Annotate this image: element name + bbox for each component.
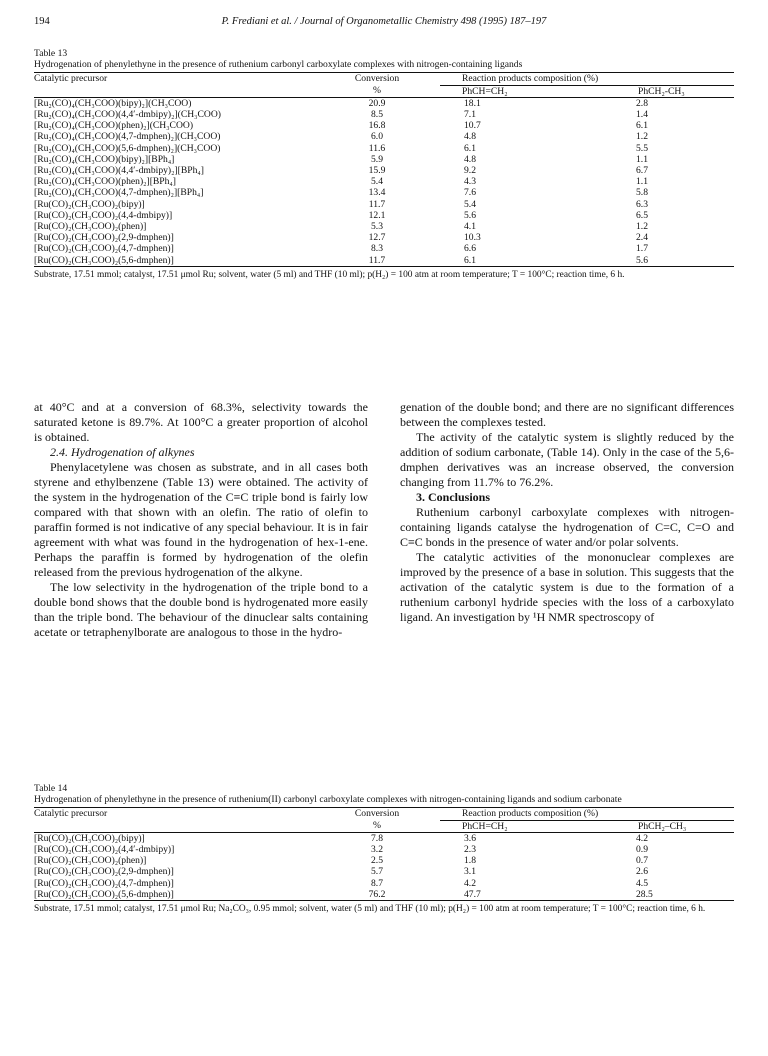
cell-ethylbenzene: 1.4 <box>636 109 648 121</box>
cell-precursor: [Ru₂(CO)₄(CH₃COO)(phen)₂][BPh₄] <box>34 176 176 188</box>
cell-conversion: 15.9 <box>368 165 386 177</box>
cell-styrene: 4.2 <box>464 877 476 889</box>
section-heading-3: 3. Conclusions <box>416 490 491 504</box>
cell-ethylbenzene: 0.7 <box>636 855 648 867</box>
table-row <box>34 154 734 165</box>
table-14-label: Table 14 <box>34 783 68 794</box>
cell-conversion: 11.7 <box>368 198 386 210</box>
col-header-products: Reaction products composition (%) <box>440 73 734 85</box>
table-row <box>34 878 734 889</box>
cell-ethylbenzene: 5.5 <box>636 142 648 154</box>
table-13-grid <box>34 72 734 266</box>
table-row <box>34 832 734 844</box>
cell-styrene: 1.8 <box>464 855 476 867</box>
paragraph: The low selectivity in the hydrogenation of the triple bond to a double bond shows that the double bond is hydrogenated more easily than the triple bond. The behaviour of the dinuclear salts containing acetate or tetraphenylborate are analogous to those in the hydro- <box>34 580 368 639</box>
cell-conversion: 5.9 <box>371 153 383 165</box>
cell-precursor: [Ru(CO)₂(CH₃COO)₂(4,4-dmbipy)] <box>34 209 173 221</box>
cell-styrene: 6.6 <box>464 243 476 255</box>
cell-precursor: [Ru(CO)₂(CH₃COO)₂(5,6-dmphen)] <box>34 888 174 900</box>
left-column <box>34 400 368 640</box>
cell-ethylbenzene: 6.1 <box>636 120 648 132</box>
cell-ethylbenzene: 1.1 <box>636 153 648 165</box>
cell-ethylbenzene: 1.1 <box>636 176 648 188</box>
cell-conversion: 5.3 <box>371 221 383 233</box>
cell-precursor: [Ru(CO)₂(CH₃COO)₂(4,4′-dmbipy)] <box>34 844 175 856</box>
table-row <box>34 109 734 120</box>
cell-conversion: 2.5 <box>371 855 383 867</box>
table-row <box>34 199 734 210</box>
cell-styrene: 3.1 <box>464 866 476 878</box>
cell-precursor: [Ru(CO)₂(CH₃COO)₂(2,9-dmphen)] <box>34 866 174 878</box>
cell-styrene: 4.8 <box>464 131 476 143</box>
cell-conversion: 7.8 <box>371 832 383 844</box>
cell-conversion: 13.4 <box>368 187 386 199</box>
cell-precursor: [Ru₂(CO)₄(CH₃COO)(5,6-dmphen)₂](CH₃COO) <box>34 142 221 154</box>
cell-ethylbenzene: 2.8 <box>636 97 648 109</box>
cell-precursor: [Ru₂(CO)₄(CH₃COO)(4,4′-dmbipy)₂][BPh₄] <box>34 165 204 177</box>
right-column <box>400 400 734 625</box>
cell-precursor: [Ru₂(CO)₄(CH₃COO)(4,4′-dmbipy)₂](CH₃COO) <box>34 109 221 121</box>
cell-styrene: 5.6 <box>464 209 476 221</box>
table-row <box>34 165 734 176</box>
paragraph: The activity of the catalytic system is slightly reduced by the addition of sodium carbonate, (Table 14). Only in the case of the 5,6-dmphen derivatives was an increase observed, the conversion changing from 11.7% to 76.2%. <box>400 430 734 489</box>
paragraph: genation of the double bond; and there are no significant differences between the complexes tested. <box>400 400 734 429</box>
cell-precursor: [Ru(CO)₂(CH₃COO)₂(4,7-dmphen)] <box>34 877 174 889</box>
table-14-caption: Hydrogenation of phenylethyne in the presence of ruthenium(II) carbonyl carboxylate complexes with nitrogen-containing ligands and sodium carbonate <box>34 794 622 806</box>
col-header-conversion: Conversion <box>354 73 400 85</box>
cell-ethylbenzene: 5.8 <box>636 187 648 199</box>
col-header-precursor: Catalytic precursor <box>34 808 108 820</box>
table-14-footnote: Substrate, 17.51 mmol; catalyst, 17.51 μmol Ru; Na₂CO₃, 0.95 mmol; solvent, water (5 ml) and THF (10 ml); p(H₂) = 100 atm at room temperature; T = 100°C; reaction time, 6 h. <box>34 904 706 915</box>
table-row <box>34 176 734 187</box>
cell-conversion: 6.0 <box>371 131 383 143</box>
table-row <box>34 243 734 254</box>
cell-precursor: [Ru₂(CO)₄(CH₃COO)(phen)₂](CH₃COO) <box>34 120 194 132</box>
paragraph: Ruthenium carbonyl carboxylate complexes with nitrogen-containing ligands catalyse the hydrogenation of C=C, C=O and C≡C bonds in the presence of water and/or polar solvents. <box>400 505 734 549</box>
cell-styrene: 6.1 <box>464 254 476 266</box>
cell-styrene: 18.1 <box>464 97 481 109</box>
cell-precursor: [Ru(CO)₂(CH₃COO)₂(5,6-dmphen)] <box>34 254 174 266</box>
cell-precursor: [Ru₂(CO)₄(CH₃COO)(4,7-dmphen)₂](CH₃COO) <box>34 131 221 143</box>
cell-conversion: 11.7 <box>368 254 386 266</box>
table-13-body <box>34 97 734 266</box>
cell-styrene: 4.3 <box>464 176 476 188</box>
cell-precursor: [Ru₂(CO)₄(CH₃COO)(4,7-dmphen)₂][BPh₄] <box>34 187 204 199</box>
col-header-products: Reaction products composition (%) <box>440 808 734 820</box>
cell-ethylbenzene: 6.3 <box>636 198 648 210</box>
cell-ethylbenzene: 4.2 <box>636 832 648 844</box>
cell-precursor: [Ru₂(CO)₄(CH₃COO)(bipy)₂](CH₃COO) <box>34 97 192 109</box>
cell-conversion: 8.7 <box>371 877 383 889</box>
cell-styrene: 7.6 <box>464 187 476 199</box>
cell-precursor: [Ru(CO)₂(CH₃COO)₂(4,7-dmphen)] <box>34 243 174 255</box>
table-row <box>34 131 734 142</box>
page-header <box>34 16 734 32</box>
table-row <box>34 143 734 154</box>
cell-conversion: 8.3 <box>371 243 383 255</box>
table-row <box>34 120 734 131</box>
paragraph: The catalytic activities of the mononuclear complexes are improved by the presence of a base in solution. This suggests that the activation of the catalytic system is due to the formation of a ruthenium carbonyl hydride species with the loss of a carboxylato ligand. An investigation by ¹H NMR spectroscopy of <box>400 550 734 624</box>
cell-ethylbenzene: 28.5 <box>636 888 653 900</box>
table-13-caption: Hydrogenation of phenylethyne in the presence of ruthenium carbonyl carboxylate complexes with nitrogen-containing ligands <box>34 59 523 71</box>
table-13-label: Table 13 <box>34 48 68 59</box>
cell-conversion: 5.4 <box>371 176 383 188</box>
table-row <box>34 255 734 267</box>
cell-ethylbenzene: 2.4 <box>636 232 648 244</box>
table-13 <box>34 48 734 281</box>
cell-styrene: 10.3 <box>464 232 481 244</box>
table-row <box>34 232 734 243</box>
cell-styrene: 2.3 <box>464 844 476 856</box>
paragraph: at 40°C and at a conversion of 68.3%, selectivity towards the saturated ketone is 89.7%. At 100°C a greater proportion of alcohol is obtained. <box>34 400 368 444</box>
cell-styrene: 6.1 <box>464 142 476 154</box>
cell-ethylbenzene: 1.2 <box>636 131 648 143</box>
paragraph: Phenylacetylene was chosen as substrate, and in all cases both styrene and ethylbenzene (Table 13) were obtained. The activity of the system in the hydrogenation of the C≡C triple bond is fairly low compared with that shown with an olefin. The ratio of olefin to paraffin formed is not indicative of any special behaviour. It is in fair agreement with what was found in the hydrogenation of hex-1-ene. Perhaps the paraffin is formed by hydrogenation of the olefin released from the previous hydrogenation of the alkyne. <box>34 460 368 579</box>
cell-ethylbenzene: 1.2 <box>636 221 648 233</box>
col-header-ethylbenzene: PhCH₂-CH₃ <box>638 85 685 97</box>
table-14 <box>34 783 734 915</box>
table-13-footnote: Substrate, 17.51 mmol; catalyst, 17.51 μmol Ru; solvent, water (5 ml) and THF (10 ml); p(H₂) = 100 atm at room temperature; T = 100°C; reaction time, 6 h. <box>34 269 625 280</box>
col-header-conversion: Conversion <box>354 808 400 820</box>
cell-conversion: 12.7 <box>368 232 386 244</box>
cell-conversion: 76.2 <box>368 888 386 900</box>
col-header-ethylbenzene: PhCH₂–CH₃ <box>638 820 687 832</box>
cell-styrene: 9.2 <box>464 165 476 177</box>
col-header-precursor: Catalytic precursor <box>34 73 108 85</box>
cell-ethylbenzene: 0.9 <box>636 844 648 856</box>
cell-precursor: [Ru(CO)₂(CH₃COO)₂(phen)] <box>34 855 147 867</box>
section-heading-2-4: 2.4. Hydrogenation of alkynes <box>50 445 195 459</box>
cell-conversion: 11.6 <box>368 142 386 154</box>
cell-precursor: [Ru(CO)₂(CH₃COO)₂(2,9-dmphen)] <box>34 232 174 244</box>
col-header-conversion-unit: % <box>373 85 381 97</box>
cell-styrene: 7.1 <box>464 109 476 121</box>
cell-conversion: 3.2 <box>371 844 383 856</box>
cell-ethylbenzene: 1.7 <box>636 243 648 255</box>
cell-styrene: 5.4 <box>464 198 476 210</box>
cell-conversion: 20.9 <box>368 97 386 109</box>
cell-styrene: 3.6 <box>464 832 476 844</box>
cell-ethylbenzene: 5.6 <box>636 254 648 266</box>
body-text <box>34 400 734 760</box>
cell-ethylbenzene: 6.5 <box>636 209 648 221</box>
table-row <box>34 187 734 198</box>
cell-conversion: 5.7 <box>371 866 383 878</box>
cell-precursor: [Ru(CO)₂(CH₃COO)₂(bipy)] <box>34 832 145 844</box>
page-number: 194 <box>34 16 50 27</box>
cell-conversion: 12.1 <box>368 209 386 221</box>
table-14-grid <box>34 807 734 901</box>
table-14-body <box>34 832 734 900</box>
col-header-conversion-unit: % <box>373 820 381 832</box>
col-header-styrene: PhCH=CH₂ <box>462 820 508 832</box>
cell-ethylbenzene: 6.7 <box>636 165 648 177</box>
table-row <box>34 866 734 877</box>
cell-styrene: 4.1 <box>464 221 476 233</box>
cell-conversion: 16.8 <box>368 120 386 132</box>
table-row <box>34 221 734 232</box>
table-row <box>34 889 734 901</box>
table-row <box>34 210 734 221</box>
cell-styrene: 4.8 <box>464 153 476 165</box>
cell-conversion: 8.5 <box>371 109 383 121</box>
cell-precursor: [Ru(CO)₂(CH₃COO)₂(bipy)] <box>34 198 145 210</box>
cell-precursor: [Ru₂(CO)₄(CH₃COO)(bipy)₂][BPh₄] <box>34 153 175 165</box>
table-row <box>34 844 734 855</box>
cell-styrene: 10.7 <box>464 120 481 132</box>
cell-ethylbenzene: 2.6 <box>636 866 648 878</box>
cell-styrene: 47.7 <box>464 888 481 900</box>
cell-ethylbenzene: 4.5 <box>636 877 648 889</box>
table-row <box>34 855 734 866</box>
cell-precursor: [Ru(CO)₂(CH₃COO)₂(phen)] <box>34 221 147 233</box>
col-header-styrene: PhCH=CH₂ <box>462 85 508 97</box>
table-row <box>34 97 734 109</box>
running-title: P. Frediani et al. / Journal of Organometallic Chemistry 498 (1995) 187–197 <box>221 16 547 27</box>
